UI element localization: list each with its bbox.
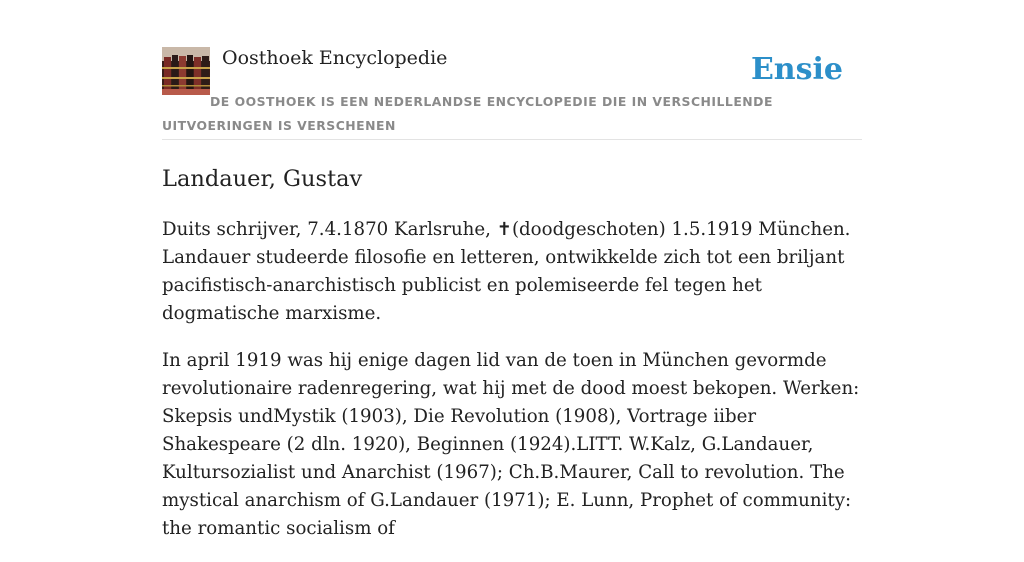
article-body xyxy=(162,216,862,562)
site-avatar[interactable] xyxy=(162,47,210,95)
article-title: Landauer, Gustav xyxy=(162,166,363,192)
article-paragraph: Duits schrijver, 7.4.1870 Karlsruhe, ✝(doodgeschoten) 1.5.1919 München. Landauer studeerde filosofie en letteren, ontwikkelde zich tot een briljant pacifistisch-anarchistisch publicist en polemiseerde fel tegen het dogmatische marxisme. xyxy=(162,219,851,324)
site-name[interactable]: Oosthoek Encyclopedie xyxy=(222,47,448,69)
article-paragraph: In april 1919 was hij enige dagen lid van de toen in München gevormde revolutionaire radenregering, wat hij met de dood moest bekopen. Werken: Skepsis undMystik (1903), Die Revolution (1908), Vortrage iiber Shakespeare (2 dln. 1920), Beginnen (1924).LITT. W.Kalz, G.Landauer, Kultursozialist und Anarchist (1967); Ch.B.Maurer, Call to revolution. The mystical anarchism of G.Landauer (1971); E. Lunn, Prophet of community: the romantic socialism of xyxy=(162,350,860,539)
site-tagline: DE OOSTHOEK IS EEN NEDERLANDSE ENCYCLOPEDIE DIE IN VERSCHILLENDE UITVOERINGEN IS VERSCHENEN xyxy=(162,94,773,133)
page xyxy=(162,0,862,539)
brand-logo[interactable]: Ensie xyxy=(750,52,843,87)
header-divider xyxy=(162,139,862,140)
book-spines-icon xyxy=(162,47,210,95)
